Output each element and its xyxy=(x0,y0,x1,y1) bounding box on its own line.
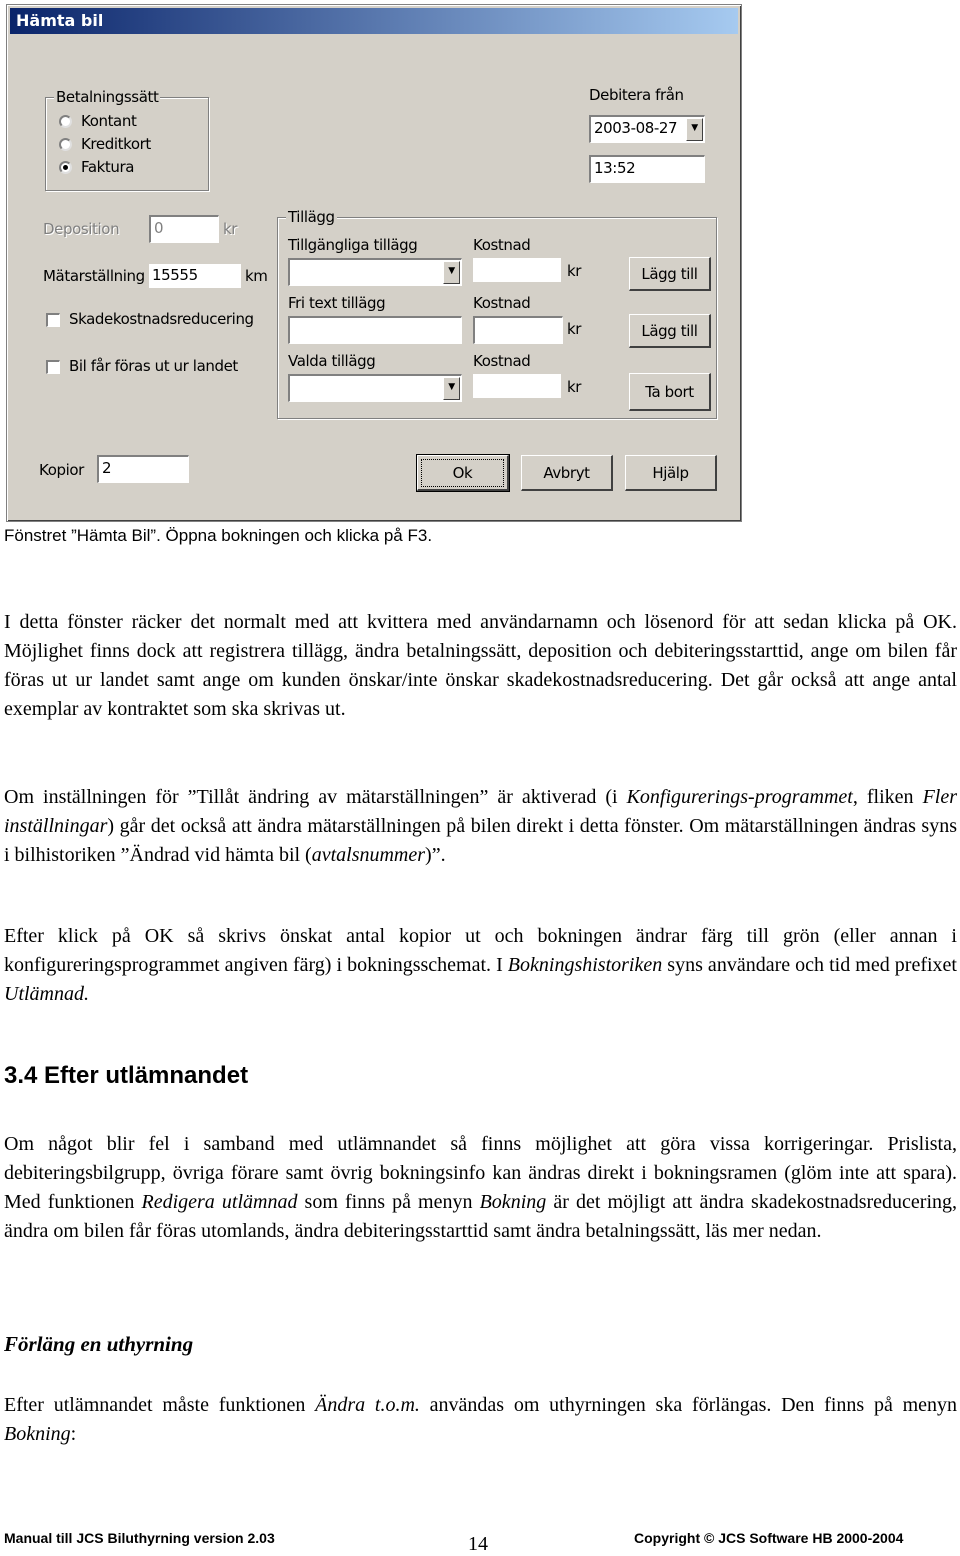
meter-value: 15555 xyxy=(152,266,198,284)
p3-text-1: Efter klick på OK så skrivs önskat antal kopior ut och bokningen ändrar färg till grön (eller annan i konfigureringsprogrammet angiven färg) i bokningsschemat. I xyxy=(4,925,957,976)
damage-reduction-checkbox[interactable] xyxy=(46,313,60,327)
damage-reduction-label[interactable]: Skadekostnadsreducering xyxy=(69,310,254,328)
selected-addons-select[interactable] xyxy=(288,374,462,402)
cost-input-1[interactable] xyxy=(473,258,561,282)
p2-text-2: , fliken xyxy=(852,786,923,808)
p4-text-3: är det möjligt att ändra skadekostnadsreducering, ändra om bilen får föras utomlands, ändra debiteringsstarttid samt ändra betalningssätt, läs mer nedan. xyxy=(4,1191,958,1242)
ok-button[interactable] xyxy=(417,455,509,491)
page-number: 14 xyxy=(468,1533,488,1555)
p2-italic-2: Fler inställningar xyxy=(4,786,957,837)
paragraph-3 xyxy=(4,922,957,1009)
p4-text-1: Om något blir fel i samband med utlämnandet så finns möjlighet att göra vissa korrigeringar. Prislista, debiteringsbilgrupp, övriga förare samt övrig bokningsinfo kan ändras direkt i bokningsramen (glöm inte att spara). Med funktionen xyxy=(4,1133,957,1213)
footer-right: Copyright © JCS Software HB 2000-2004 xyxy=(634,1530,904,1546)
deposit-value: 0 xyxy=(154,219,164,237)
p2-italic-3: avtalsnummer xyxy=(311,844,426,866)
p5-text-2: användas om uthyrningen ska förlängas. Den finns på menyn xyxy=(419,1394,958,1416)
copies-input[interactable] xyxy=(97,455,189,483)
radio-faktura-label[interactable]: Faktura xyxy=(81,158,135,176)
radio-kontant[interactable] xyxy=(59,115,72,128)
paragraph-1: I detta fönster räcker det normalt med att kvittera med användarnamn och lösenord för att sedan klicka på OK. Möjlighet finns dock att registrera tillägg, ändra betalningssätt, deposition och debiteringsstarttid, ange om bilen får föras ut ur landet samt ange om kunden önskar/inte önskar skadekostnadsreducering. Det går också att ange antal exemplar av kontraktet som ska skrivas ut. xyxy=(4,611,957,720)
p3-italic-2: Utlämnad. xyxy=(4,983,89,1005)
p5-italic-2: Bokning xyxy=(4,1423,71,1445)
radio-kontant-label[interactable]: Kontant xyxy=(81,112,137,130)
p3-text-2: syns användare och tid med prefixet xyxy=(662,954,957,976)
free-text-addon-label: Fri text tillägg xyxy=(288,294,386,312)
meter-input[interactable] xyxy=(149,264,241,288)
available-addons-select[interactable] xyxy=(288,258,462,286)
payment-legend: Betalningssätt xyxy=(56,88,159,106)
chevron-down-icon[interactable]: ▼ xyxy=(443,261,460,284)
meter-unit: km xyxy=(245,267,268,285)
add-addon-button[interactable] xyxy=(629,257,711,291)
abroad-label[interactable]: Bil får föras ut ur landet xyxy=(69,357,238,375)
ok-button-label: Ok xyxy=(452,464,473,482)
cost-label-3: Kostnad xyxy=(473,352,531,370)
debit-date-value: 2003-08-27 xyxy=(594,119,678,137)
p4-italic-2: Bokning xyxy=(479,1191,547,1213)
radio-kreditkort-label[interactable]: Kreditkort xyxy=(81,135,151,153)
subsection-heading: Förläng en uthyrning xyxy=(4,1332,194,1356)
cost-unit-1: kr xyxy=(567,262,582,280)
add-free-text-button[interactable] xyxy=(629,314,711,348)
hamta-bil-dialog xyxy=(6,4,742,522)
p2-text-4: )”. xyxy=(425,844,446,866)
meter-label: Mätarställning xyxy=(43,267,145,285)
deposit-input[interactable] xyxy=(149,215,219,243)
figure-caption: Fönstret ”Hämta Bil”. Öppna bokningen och klicka på F3. xyxy=(4,526,433,545)
section-heading: 3.4 Efter utlämnandet xyxy=(4,1062,249,1089)
radio-faktura[interactable] xyxy=(59,161,72,174)
p2-text-1: Om inställningen för ”Tillåt ändring av mätarställningen” är aktiverad (i xyxy=(4,786,627,808)
cost-unit-2: kr xyxy=(567,320,582,338)
remove-addon-button-label: Ta bort xyxy=(645,383,694,401)
available-addons-label: Tillgängliga tillägg xyxy=(288,236,418,254)
abroad-checkbox[interactable] xyxy=(46,360,60,374)
cost-input-3[interactable] xyxy=(473,374,561,398)
help-button-label: Hjälp xyxy=(652,464,689,482)
add-free-text-button-label: Lägg till xyxy=(641,322,698,340)
cost-unit-3: kr xyxy=(567,378,582,396)
chevron-down-icon[interactable]: ▼ xyxy=(443,377,460,400)
chevron-down-icon[interactable]: ▼ xyxy=(686,118,703,141)
p3-italic-1: Bokningshistoriken xyxy=(507,954,663,976)
paragraph-2 xyxy=(4,783,957,870)
p5-text-1: Efter utlämnandet måste funktionen xyxy=(4,1394,316,1416)
p4-text-2: som finns på menyn xyxy=(297,1191,480,1213)
debit-date-picker[interactable] xyxy=(589,115,705,143)
cost-input-2[interactable] xyxy=(473,316,563,344)
radio-kreditkort[interactable] xyxy=(59,138,72,151)
paragraph-4 xyxy=(4,1130,957,1246)
debit-from-label: Debitera från xyxy=(589,86,684,104)
deposit-label: Deposition xyxy=(43,220,120,238)
addons-legend: Tillägg xyxy=(288,208,335,226)
dialog-title: Hämta bil xyxy=(16,11,104,30)
paragraph-5 xyxy=(4,1391,957,1449)
add-addon-button-label: Lägg till xyxy=(641,265,698,283)
p4-italic-1: Redigera utlämnad xyxy=(141,1191,298,1213)
p2-italic-1: Konfigurerings-programmet xyxy=(626,786,853,808)
selected-addons-label: Valda tillägg xyxy=(288,352,376,370)
p2-text-3: ) går det också att ändra mätarställningen på bilen direkt i detta fönster. Om mätarställningen ändras syns i bilhistoriken ”Ändrad vid hämta bil ( xyxy=(4,815,957,866)
p5-text-3: : xyxy=(70,1423,77,1445)
cost-label-1: Kostnad xyxy=(473,236,531,254)
free-text-addon-input[interactable] xyxy=(288,316,462,344)
ok-button-focus xyxy=(421,459,504,487)
remove-addon-button[interactable] xyxy=(629,373,711,411)
footer-left: Manual till JCS Biluthyrning version 2.03 xyxy=(4,1530,275,1546)
help-button[interactable] xyxy=(625,455,717,491)
debit-time-value: 13:52 xyxy=(594,159,636,177)
cost-label-2: Kostnad xyxy=(473,294,531,312)
deposit-unit: kr xyxy=(223,220,238,238)
dialog-titlebar[interactable] xyxy=(10,8,738,34)
copies-value: 2 xyxy=(102,459,112,477)
p5-italic-1: Ändra t.o.m. xyxy=(315,1394,420,1416)
cancel-button-label: Avbryt xyxy=(543,464,590,482)
copies-label: Kopior xyxy=(39,461,84,479)
debit-time-input[interactable] xyxy=(589,155,705,183)
cancel-button[interactable] xyxy=(521,455,613,491)
